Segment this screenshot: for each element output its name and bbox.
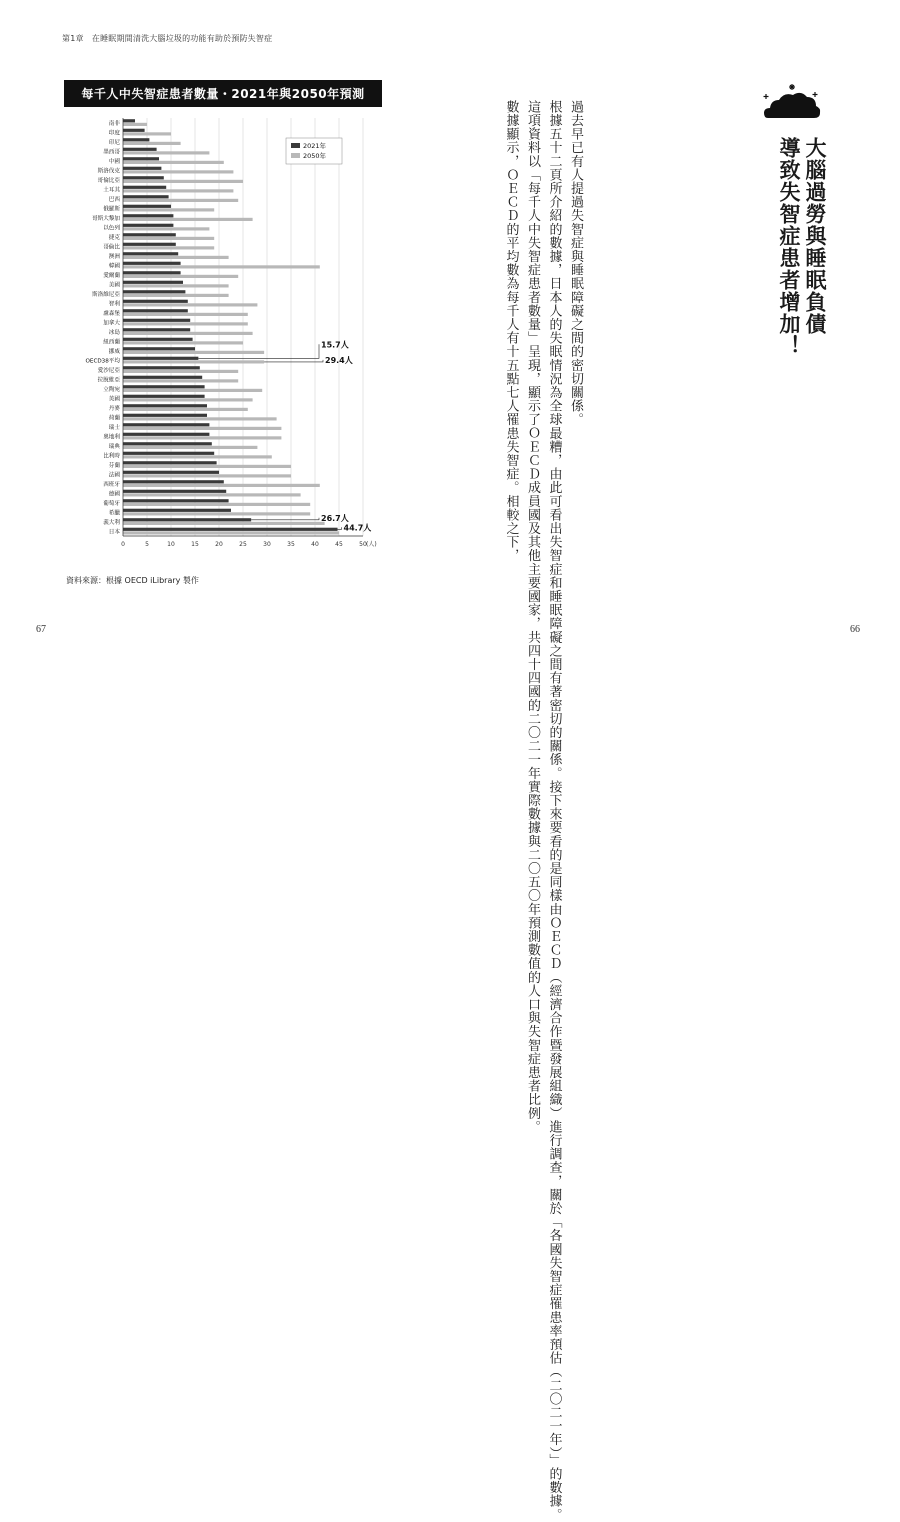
bar-2021 [123,433,209,436]
bar-2021 [123,309,188,312]
bar-2050 [123,180,243,183]
section-heading-line1: 大腦過勞與睡眠負債 [803,137,827,335]
bar-2050 [123,370,238,373]
x-tick-label: 30 [263,541,271,548]
category-label: 哥倫比亞 [97,178,120,185]
bar-2050 [123,522,325,525]
category-label: 葡萄牙 [103,501,120,508]
x-tick-label: 45 [335,541,343,548]
bar-2021 [123,167,161,170]
category-label: 日本 [108,529,120,536]
bar-2050 [123,199,238,202]
x-tick-label: 10 [167,541,175,548]
annotation-label: 26.7人 [321,513,349,523]
bar-2050 [123,151,209,154]
category-label: OECD38平均 [85,358,120,365]
bar-2050 [123,265,320,268]
dementia-bar-chart [60,108,390,570]
bar-2021 [123,518,251,521]
category-label: 紐西蘭 [103,339,120,346]
bar-2021 [123,499,229,502]
bar-2050 [123,512,310,515]
bar-2050 [123,446,257,449]
category-label: 中國 [108,159,120,166]
bar-2050 [123,398,253,401]
x-axis-unit: (人) [366,541,377,548]
bar-2021 [123,490,226,493]
section-heading-line2: 導致失智症患者增加！ [777,137,801,357]
category-label: 西班牙 [103,482,120,489]
category-label: 加拿大 [103,320,120,327]
bar-2021 [123,233,176,236]
category-label: 比利時 [103,453,120,460]
category-label: 斯洛伐克 [97,168,120,175]
bar-2021 [123,157,159,160]
bar-2050 [123,484,320,487]
bar-2050 [123,142,181,145]
legend-swatch-2021 [291,143,300,148]
bar-2050 [123,237,214,240]
bar-2021 [123,290,185,293]
bar-2050 [123,284,229,287]
bar-2021 [123,423,209,426]
bar-2050 [123,360,264,363]
x-tick-label: 15 [191,541,199,548]
bar-2050 [123,170,233,173]
bar-2050 [123,493,301,496]
category-label: 愛沙尼亞 [97,368,120,375]
bar-2050 [123,531,339,534]
bar-2050 [123,379,238,382]
bar-2021 [123,138,149,141]
source-note: 資料來源：根據 OECD iLibrary 製作 [66,576,199,585]
bar-2021 [123,528,338,531]
bar-2021 [123,376,202,379]
bar-2021 [123,442,212,445]
bar-2021 [123,414,207,417]
category-label: 印尼 [108,140,120,147]
bar-2021 [123,404,207,407]
bar-2050 [123,294,229,297]
bar-2021 [123,461,217,464]
annotation-leader [251,518,319,520]
category-label: 芬蘭 [108,463,120,470]
bar-2021 [123,281,183,284]
category-label: 墨西哥 [103,149,120,156]
category-label: 俄羅斯 [103,206,120,213]
bar-2050 [123,303,257,306]
category-label: 哥斯大黎加 [92,216,120,223]
x-tick-label: 50 [359,541,367,548]
section-heading [776,137,828,507]
annotation-label: 44.7人 [343,523,372,533]
x-tick-label: 20 [215,541,223,548]
bar-2050 [123,417,277,420]
bar-2050 [123,132,171,135]
bar-2021 [123,243,176,246]
x-tick-label: 35 [287,541,295,548]
paragraph: 數據顯示，ＯＥＣＤ的平均數為每千人有十五點七人罹患失智症。相較之下， [503,100,519,563]
category-label: 法國 [108,472,120,479]
bar-2050 [123,189,233,192]
bar-2021 [123,214,173,217]
bar-2050 [123,351,264,354]
bar-2021 [123,271,181,274]
legend-label-2021: 2021年 [303,142,327,150]
bar-2050 [123,408,248,411]
bar-2050 [123,256,229,259]
paragraph: 根據五十二頁所介紹的數據，日本人的失眠情況為全球最糟，由此可看出失智症和睡眠障礙之間有著密切的關係。接下來要看的是同樣由ＯＥＣＤ（經濟合作暨發展組織）進行調查，關於「各國失智症罹患率預估（二〇二一年）」的數據。 [546,100,562,1522]
bar-2021 [123,176,164,179]
bar-2050 [123,313,248,316]
body-text [500,100,586,1522]
chapter-header: 第1章 在睡眠期間清洗大腦垃圾的功能有助於預防失智症 [62,34,273,43]
bar-2050 [123,465,291,468]
bar-2021 [123,224,173,227]
paragraph: 這項資料以「每千人中失智症患者數量」呈現，顯示了ＯＥＣＤ成員國及其他主要國家，共四十四國的二〇二一年實際數據與二〇五〇年預測數值的人口與失智症患者比例。 [525,100,540,1134]
category-label: 希臘 [108,510,120,517]
category-label: 捷克 [108,235,120,242]
bar-2021 [123,338,193,341]
bar-2021 [123,205,171,208]
bar-2050 [123,341,243,344]
bar-2050 [123,275,238,278]
bar-2050 [123,322,248,325]
bar-2021 [123,366,200,369]
category-label: 澳洲 [108,254,120,261]
bar-2021 [123,452,214,455]
category-label: 智利 [108,301,120,308]
x-tick-label: 40 [311,541,319,548]
bar-2021 [123,509,231,512]
bar-2050 [123,474,291,477]
category-label: 瑞典 [108,444,120,451]
x-tick-label: 0 [121,541,125,548]
category-label: 印度 [108,130,120,137]
bar-2021 [123,186,166,189]
category-label: 南非 [108,121,120,128]
category-label: 冰島 [108,330,120,337]
annotation-leader [264,360,323,362]
bar-2050 [123,389,262,392]
bar-2050 [123,123,147,126]
bar-2050 [123,436,281,439]
bar-2050 [123,332,253,335]
category-label: 挪威 [108,349,120,356]
category-label: 巴西 [108,197,120,204]
category-label: 立陶宛 [103,387,120,394]
page-number-right: 66 [850,624,860,635]
category-label: 土耳其 [103,187,120,194]
cloud-sparkle-icon [762,84,822,128]
annotation-leader [338,527,342,529]
chart-title: 每千人中失智症患者數量・2021年與2050年預測 [64,80,382,107]
bar-2050 [123,208,214,211]
category-label: 以色列 [103,225,120,232]
legend-swatch-2050 [291,153,300,158]
bar-2021 [123,357,198,360]
legend-label-2050: 2050年 [303,152,327,160]
category-label: 美國 [108,282,120,289]
x-tick-label: 5 [145,541,149,548]
category-label: 愛爾蘭 [103,273,120,280]
bar-2021 [123,300,188,303]
page-number-left: 67 [36,624,46,635]
bar-2021 [123,347,195,350]
x-tick-label: 25 [239,541,247,548]
category-label: 拉脫維亞 [97,377,120,384]
bar-2021 [123,480,224,483]
bar-2050 [123,503,310,506]
bar-2021 [123,328,190,331]
annotation-label: 15.7人 [321,340,349,350]
category-label: 瑞士 [108,425,120,432]
bar-2021 [123,319,190,322]
category-label: 盧森堡 [103,311,120,318]
bar-2021 [123,385,205,388]
category-label: 英國 [108,396,120,403]
bar-2021 [123,195,169,198]
bar-2050 [123,161,224,164]
category-label: 奧地利 [103,434,120,441]
bar-2050 [123,218,253,221]
bar-2021 [123,119,135,122]
category-label: 丹麥 [108,406,120,413]
bar-2021 [123,262,181,265]
category-label: 德國 [108,491,120,498]
bar-2021 [123,471,219,474]
category-label: 韓國 [108,263,120,270]
bar-2050 [123,455,272,458]
bar-2050 [123,246,214,249]
bar-2050 [123,427,281,430]
category-label: 斯洛維尼亞 [92,292,120,299]
bar-2050 [123,227,209,230]
category-label: 荷蘭 [108,415,120,422]
category-label: 義大利 [103,520,120,527]
paragraph: 過去早已有人提過失智症與睡眠障礙之間的密切關係。 [568,100,583,427]
annotation-label: 29.4人 [325,355,353,365]
bar-2021 [123,129,145,132]
bar-2021 [123,395,205,398]
bar-2021 [123,148,157,151]
category-label: 哥倫比 [103,244,120,251]
bar-2021 [123,252,178,255]
